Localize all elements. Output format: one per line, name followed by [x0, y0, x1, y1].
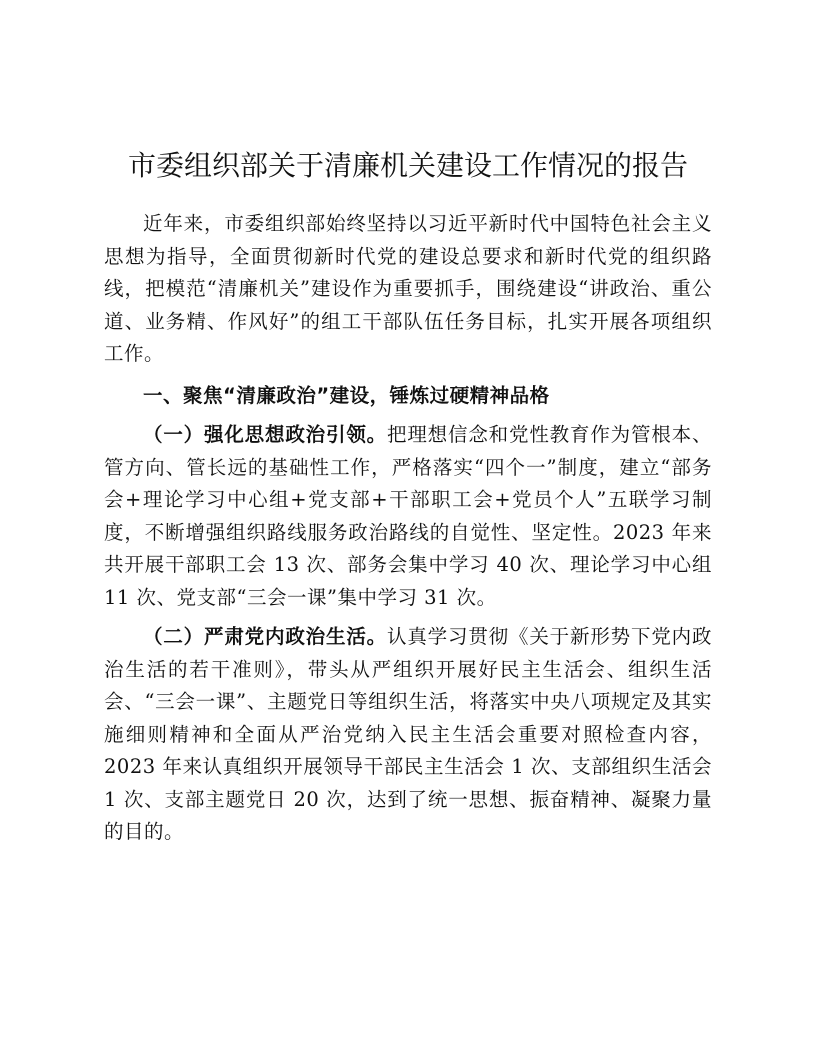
item-paragraph-2 [104, 621, 712, 849]
item-paragraph-1 [104, 419, 712, 614]
intro-paragraph: 近年来，市委组织部始终坚持以习近平新时代中国特色社会主义思想为指导，全面贯彻新时代党的建设总要求和新时代党的组织路线，把模范“清廉机关”建设作为重要抓手，围绕建设“讲政治、重公道、业务精、作风好”的组工干部队伍任务目标，扎实开展各项组织工作。 [104, 212, 712, 365]
item-body-2: 认真学习贯彻《关于新形势下党内政治生活的若干准则》，带头从严组织开展好民主生活会、组织生活会、“三会一课”、主题党日等组织生活，将落实中央八项规定及其实施细则精神和全面从严治党纳入民主生活会重要对照检查内容，2023 年来认真组织开展领导干部民主生活会 1 次、支部组织生活会 1 次、支部主题党日 20 次，达到了统一思想、振奋精神、凝聚力量的目的。 [104, 625, 712, 843]
item-lead-1: （一）强化思想政治引领。 [143, 423, 387, 446]
document-title: 市委组织部关于清廉机关建设工作情况的报告 [127, 149, 688, 182]
item-body-1: 把理想信念和党性教育作为管根本、管方向、管长远的基础性工作，严格落实“四个一”制度，建立“部务会+理论学习中心组+党支部+干部职工会+党员个人”五联学习制度，不断增强组织路线服务政治路线的自觉性、坚定性。2023 年来共开展干部职工会 13 次、部务会集中学习 40 次、理论学习中心组 11 次、党支部“三会一课”集中学习 31 次。 [104, 423, 712, 609]
item-lead-2: （二）严肃党内政治生活。 [143, 625, 387, 648]
section-heading: 一、聚焦“清廉政治”建设，锤炼过硬精神品格 [143, 383, 550, 407]
